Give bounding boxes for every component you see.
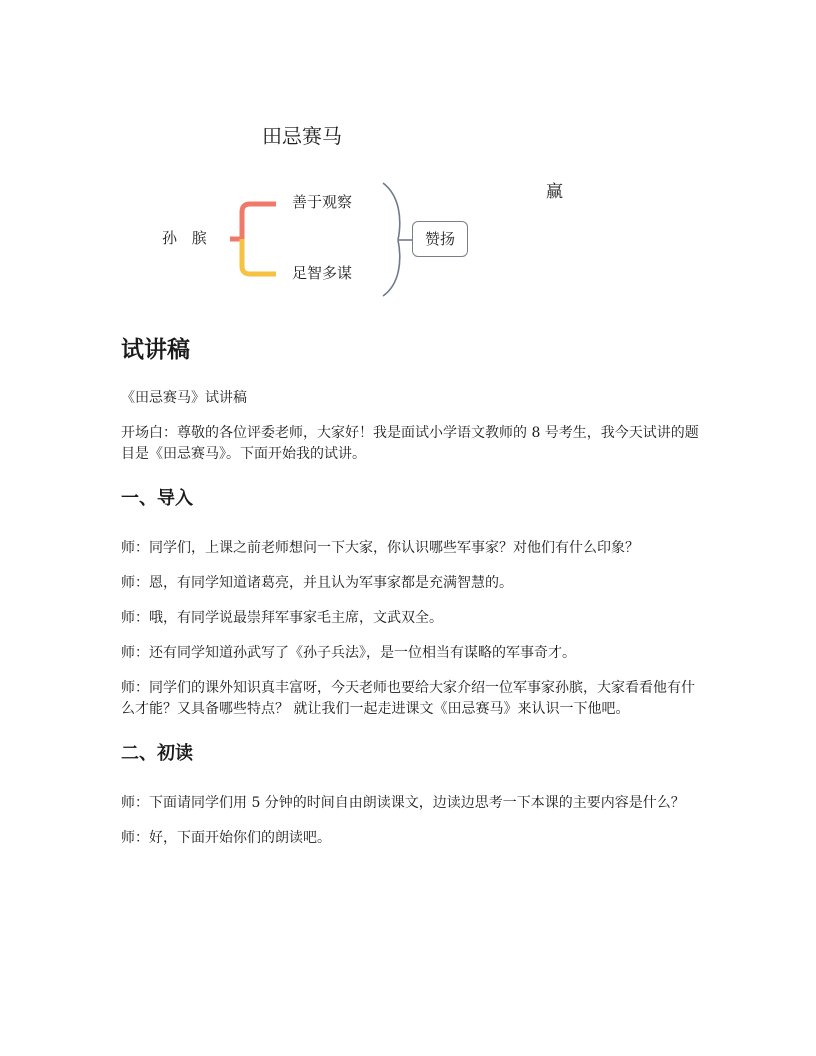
paragraph: 师：同学们，上课之前老师想问一下大家，你认识哪些军事家？对他们有什么印象？	[121, 539, 639, 556]
paragraph: 师：恩，有同学知道诸葛亮，并且认为军事家都是充满智慧的。	[121, 574, 513, 591]
branch-connector-top	[242, 204, 276, 239]
section-heading-intro: 一、导入	[121, 487, 193, 509]
paragraph: 师：好，下面开始你们的朗读吧。	[121, 830, 331, 847]
mind-map-root: 孙 膑	[162, 229, 212, 247]
mind-map-title: 田忌赛马	[262, 124, 342, 148]
paragraph: 师：同学们的课外知识真丰富呀，今天老师也要给大家介绍一位军事家孙膑，大家看看他有什么才能？又具备哪些特点？ 就让我们一起走进课文《田忌赛马》来认识一下他吧。	[121, 679, 695, 717]
mind-map-praise-box	[412, 221, 468, 257]
mind-map	[0, 0, 816, 320]
paragraph: 师：下面请同学们用 5 分钟的时间自由朗读课文，边读边思考一下本课的主要内容是什么？	[121, 795, 685, 812]
document-body	[121, 336, 701, 863]
mind-map-branch-wisdom: 足智多谋	[292, 264, 353, 282]
branch-connector-bottom	[242, 239, 276, 274]
mind-map-win-label: 赢	[546, 182, 563, 202]
document-subtitle: 《田忌赛马》试讲稿	[121, 389, 247, 406]
mind-map-branch-observe: 善于观察	[292, 193, 353, 211]
document-heading: 试讲稿	[121, 336, 190, 363]
paragraph: 师：哦，有同学说最崇拜军事家毛主席，文武双全。	[121, 609, 443, 626]
mind-map-praise-label: 赞扬	[424, 229, 455, 248]
mind-map-connectors	[0, 0, 816, 320]
summary-brace	[383, 183, 400, 296]
section-heading-first-reading: 二、初读	[121, 742, 193, 764]
paragraph: 师：还有同学知道孙武写了《孙子兵法》，是一位相当有谋略的军事奇才。	[121, 644, 576, 661]
opening-paragraph: 开场白：尊敬的各位评委老师，大家好！我是面试小学语文教师的 8 号考生，我今天试讲的题目是《田忌赛马》。下面开始我的试讲。	[121, 424, 699, 462]
